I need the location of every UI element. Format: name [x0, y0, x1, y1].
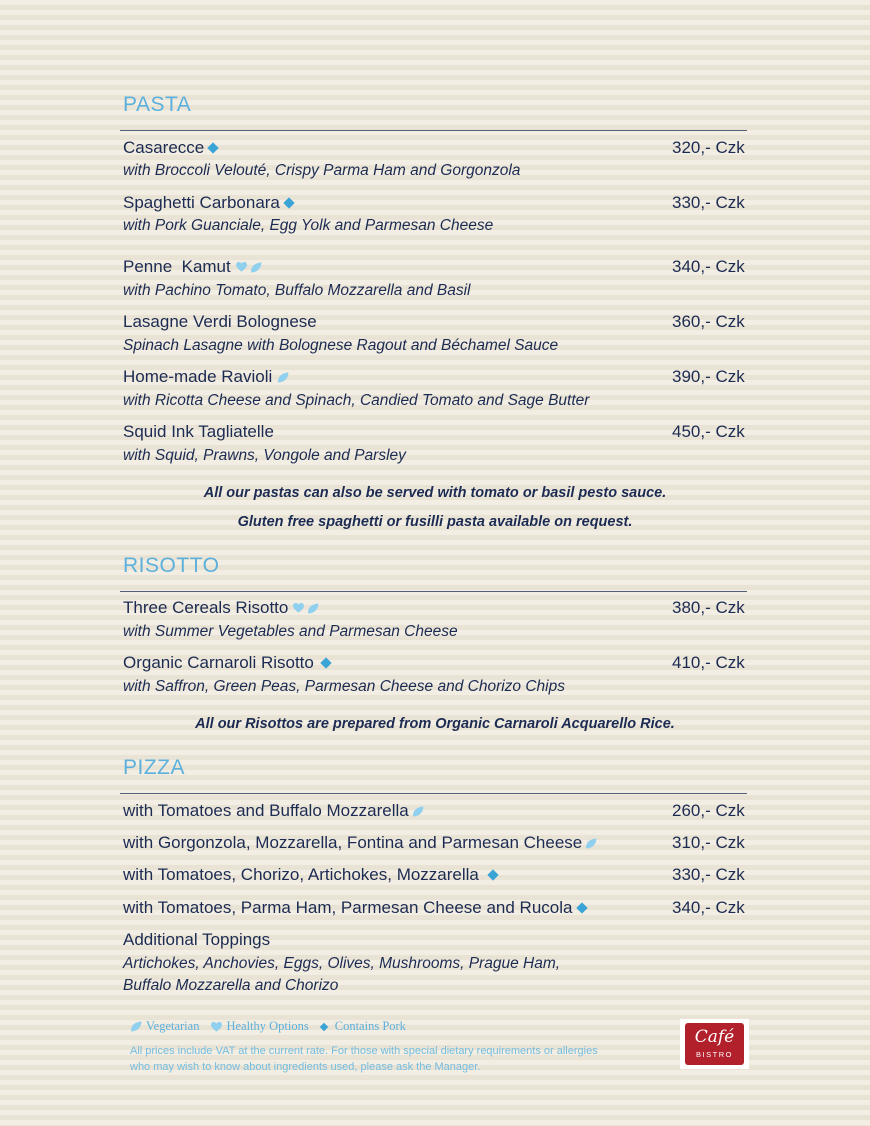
footer-line: All prices include VAT at the current rate. For those with special dietary requirements or allergies [130, 1045, 598, 1057]
heart-icon [293, 603, 304, 613]
menu-item-description: with Broccoli Velouté, Crispy Parma Ham and Gorgonzola [123, 162, 521, 179]
menu-item-name: Home-made Ravioli [123, 367, 289, 387]
pasta-note: Gluten free spaghetti or fusilli pasta available on request. [237, 514, 633, 530]
diamond-icon [283, 197, 294, 208]
menu-item-name: Spaghetti Carbonara [123, 193, 293, 213]
toppings-title: Additional Toppings [123, 930, 271, 949]
menu-item-name: with Tomatoes, Chorizo, Artichokes, Mozzarella [123, 865, 497, 885]
menu-item-name: with Tomatoes and Buffalo Mozzarella [123, 801, 424, 821]
logo-text: Café [694, 1027, 735, 1047]
section-divider [120, 130, 747, 131]
menu-item-description: with Saffron, Green Peas, Parmesan Cheese and Chorizo Chips [123, 678, 565, 695]
menu-item-name: Squid Ink Tagliatelle [123, 422, 274, 441]
diamond-icon [208, 142, 219, 153]
menu-item-price: 330,- Czk [672, 865, 745, 884]
menu-item-price: 320,- Czk [672, 138, 745, 157]
section-divider [120, 591, 747, 592]
menu-item-price: 340,- Czk [672, 257, 745, 276]
cafe-bistro-logo [680, 1019, 749, 1069]
menu-item-name: Lasagne Verdi Bolognese [123, 312, 317, 331]
heart-icon [211, 1022, 222, 1032]
leaf-icon [412, 806, 424, 817]
section-title-pasta: PASTA [123, 93, 192, 116]
menu-item-description: Spinach Lasagne with Bolognese Ragout and Béchamel Sauce [123, 337, 559, 354]
diamond-icon [320, 1022, 328, 1030]
section-title-pizza: PIZZA [123, 756, 186, 779]
icon-legend [130, 1019, 418, 1034]
menu-item-name: Penne Kamut [123, 257, 262, 277]
pasta-note: All our pastas can also be served with tomato or basil pesto sauce. [203, 485, 667, 501]
menu-item-price: 340,- Czk [672, 898, 745, 917]
menu-item-description: with Ricotta Cheese and Spinach, Candied Tomato and Sage Butter [123, 392, 590, 409]
leaf-icon [250, 262, 262, 273]
menu-item-price: 450,- Czk [672, 422, 745, 441]
menu-item-description: with Squid, Prawns, Vongole and Parsley [123, 447, 406, 464]
logo-badge [685, 1023, 744, 1065]
menu-item-price: 330,- Czk [672, 193, 745, 212]
menu-item-name: with Gorgonzola, Mozzarella, Fontina and Parmesan Cheese [123, 833, 597, 853]
menu-item-name: with Tomatoes, Parma Ham, Parmesan Cheese and Rucola [123, 898, 586, 918]
menu-item-name: Three Cereals Risotto [123, 598, 319, 618]
heart-icon [236, 262, 247, 272]
menu-item-price: 410,- Czk [672, 653, 745, 672]
menu-item-price: 260,- Czk [672, 801, 745, 820]
toppings-list: Buffalo Mozzarella and Chorizo [123, 977, 339, 994]
menu-item-price: 310,- Czk [672, 833, 745, 852]
diamond-icon [320, 657, 331, 668]
leaf-icon [277, 372, 289, 383]
menu-item-price: 380,- Czk [672, 598, 745, 617]
logo-subtext: BISTRO [696, 1050, 733, 1059]
leaf-icon [307, 603, 319, 614]
menu-item-description: with Pork Guanciale, Egg Yolk and Parmesan Cheese [123, 217, 494, 234]
legend-label-healthy: Healthy Options [226, 1019, 309, 1033]
legend-label-pork: Contains Pork [334, 1019, 406, 1033]
diamond-icon [487, 869, 498, 880]
section-title-risotto: RISOTTO [123, 554, 220, 577]
menu-item-name: Organic Carnaroli Risotto [123, 653, 330, 673]
leaf-icon [130, 1021, 142, 1032]
menu-item-price: 390,- Czk [672, 367, 745, 386]
leaf-icon [585, 838, 597, 849]
menu-item-description: with Summer Vegetables and Parmesan Cheese [123, 623, 458, 640]
diamond-icon [577, 902, 588, 913]
footer-line: who may wish to know about ingredients used, please ask the Manager. [130, 1060, 481, 1073]
risotto-note: All our Risottos are prepared from Organic Carnaroli Acquarello Rice. [195, 716, 675, 732]
menu-item-name: Casarecce [123, 138, 217, 158]
menu-item-description: with Pachino Tomato, Buffalo Mozzarella and Basil [123, 282, 471, 299]
legend-label-vegetarian: Vegetarian [146, 1019, 200, 1033]
toppings-list: Artichokes, Anchovies, Eggs, Olives, Mushrooms, Prague Ham, [123, 955, 561, 972]
footer-disclaimer [130, 1044, 670, 1075]
section-divider [120, 793, 747, 794]
menu-item-price: 360,- Czk [672, 312, 745, 331]
